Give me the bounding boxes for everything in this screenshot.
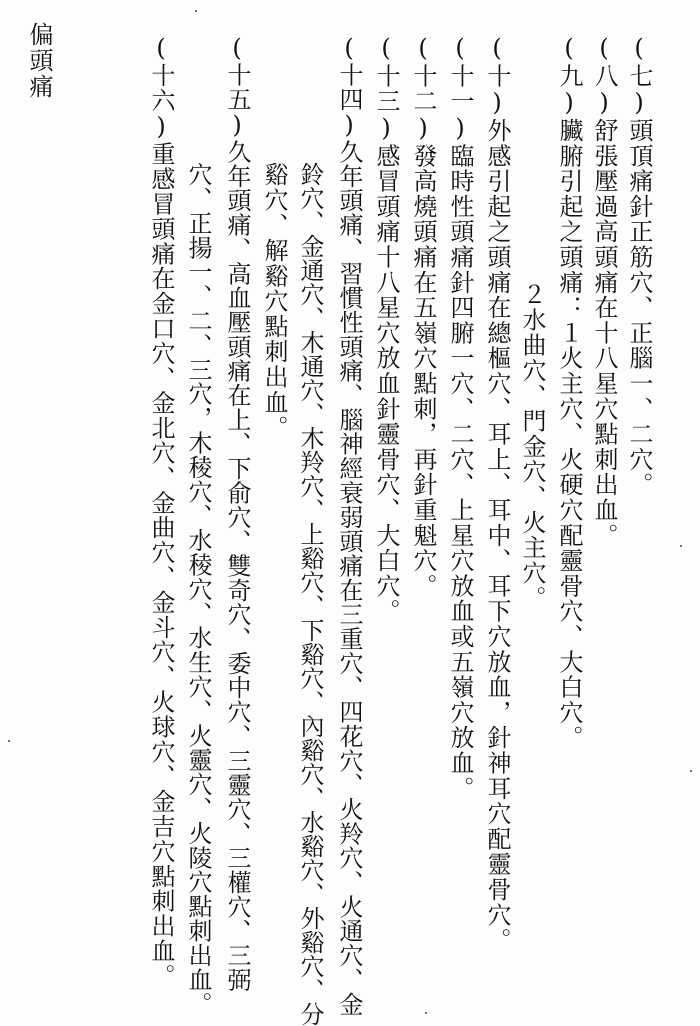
entry-14-continued — [298, 162, 322, 1026]
entry-9-continued — [520, 282, 544, 611]
entry-text: 頭頂痛針正筋穴、正腦一、二穴。 — [625, 117, 653, 498]
section-title: 偏頭痛 — [25, 22, 53, 100]
entry-text: 舒張壓過高頭痛在十八星穴點刺出血。 — [590, 117, 618, 549]
entry-text: 臟腑引起之頭痛：１火主穴、火硬穴配靈骨穴、大白穴。 — [555, 117, 583, 751]
entry-14 — [337, 34, 361, 1016]
entry-text: 感冒頭痛十八星穴放血針靈骨穴、大白穴。 — [372, 143, 400, 624]
entry-number: (十) — [483, 34, 511, 118]
entry-number: (十二) — [409, 34, 437, 144]
entry-text: 谿穴、解谿穴點刺出血。 — [260, 162, 288, 441]
entry-number: (七) — [625, 34, 653, 118]
speck — [680, 545, 682, 547]
entry-text: 穴、正揚一、二、三穴，木稜穴、水稜穴、水生穴、火靈穴、火陵穴點刺出血。 — [184, 162, 212, 1016]
entry-7 — [627, 34, 651, 497]
entry-number: (八) — [590, 34, 618, 118]
speck — [425, 1012, 427, 1014]
entry-number: (十五) — [223, 34, 251, 140]
entry-16 — [149, 34, 173, 988]
entry-9 — [557, 34, 581, 750]
entry-10 — [485, 34, 509, 953]
entry-number: (九) — [555, 34, 583, 118]
entry-text: 臨時性頭痛針四腑一穴、二穴、上星穴放血或五嶺穴放血。 — [446, 143, 474, 802]
entry-number: (十六) — [147, 34, 175, 142]
entry-number: (十一) — [446, 34, 474, 144]
entry-text: 久年頭痛、習慣性頭痛、腦神經衰弱頭痛在三重穴、四花穴、火羚穴、火通穴、金 — [335, 139, 363, 1017]
entry-number: (十四) — [335, 34, 363, 140]
entry-14-continued-2 — [262, 162, 286, 440]
entry-text: 發高燒頭痛在五嶺穴點刺，再針重魁穴。 — [409, 143, 437, 599]
entry-number: (十三) — [372, 34, 400, 144]
entry-12 — [411, 34, 435, 599]
entry-text: 鈴穴、金通穴、木通穴、木羚穴、上谿穴、下谿穴、內谿穴、水谿穴、外谿穴、分 — [296, 162, 324, 1026]
entry-text: ２水曲穴、門金穴、火主穴。 — [518, 282, 546, 611]
entry-13 — [374, 34, 398, 624]
entry-text: 久年頭痛、高血壓頭痛在上、下俞穴、雙奇穴、委中穴、三靈穴、三權穴、三弼 — [223, 139, 251, 992]
entry-text: 外感引起之頭痛在總樞穴、耳上、耳中、耳下穴放血，針神耳穴配靈骨穴。 — [483, 117, 511, 953]
entry-8 — [592, 34, 616, 548]
entry-11 — [448, 34, 472, 801]
speck — [195, 10, 197, 12]
entry-15 — [225, 34, 249, 992]
entry-text: 重感冒頭痛在金口穴、金北穴、金曲穴、金斗穴、火球穴、金吉穴點刺出血。 — [147, 141, 175, 989]
entry-15-continued — [186, 162, 210, 1016]
speck — [690, 770, 692, 772]
speck — [8, 740, 10, 742]
